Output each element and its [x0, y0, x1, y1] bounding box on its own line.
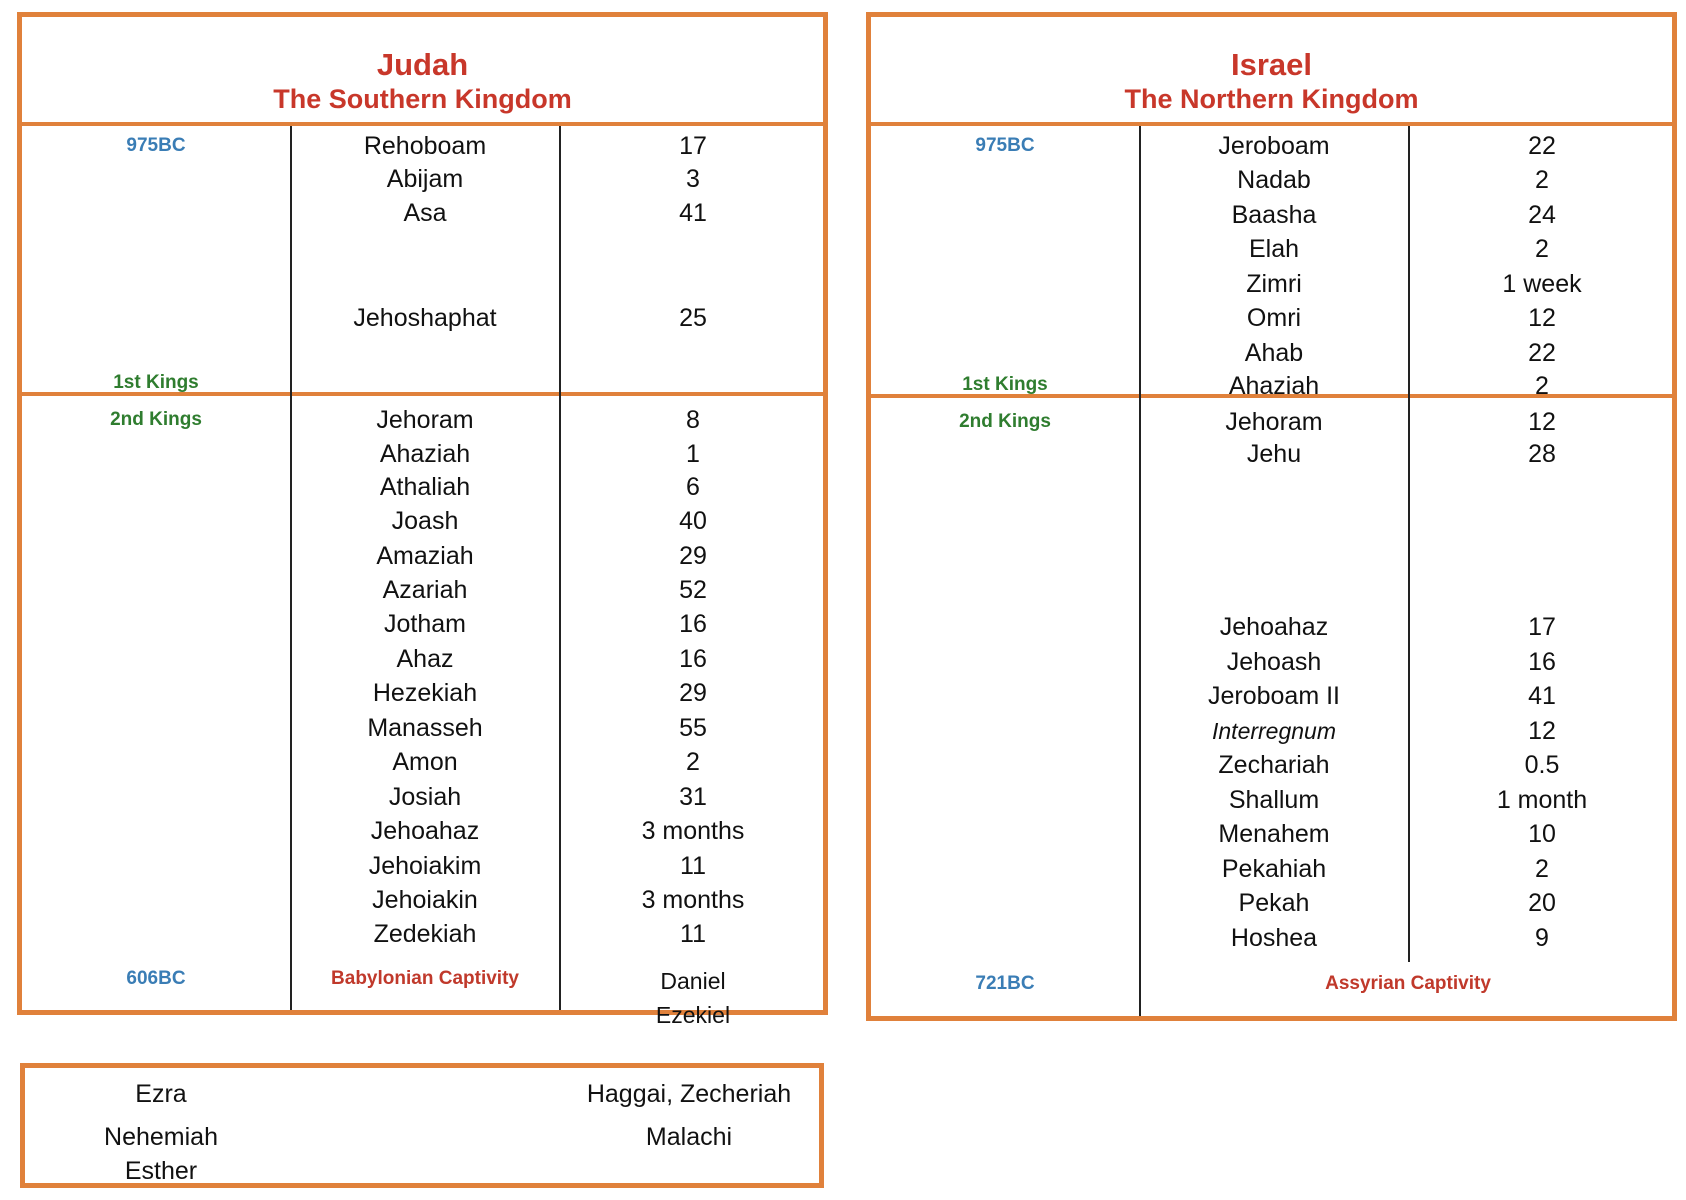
- israel-king-name: Jehoahaz: [1219, 613, 1329, 641]
- judah-king-name: Jehoahaz: [370, 817, 480, 845]
- israel-king-years: 12: [1528, 304, 1556, 332]
- israel-king-years: 12: [1528, 408, 1556, 436]
- israel-king-name: Elah: [1248, 235, 1300, 263]
- judah-king-years: 2: [686, 748, 700, 776]
- israel-king-years: 0.5: [1524, 751, 1560, 779]
- israel-king-name: Menahem: [1218, 820, 1330, 848]
- judah-1st-kings-label: 1st Kings: [113, 372, 199, 393]
- judah-king-years: 3 months: [641, 886, 745, 914]
- israel-king-name: Baasha: [1231, 201, 1317, 229]
- israel-king-name: Jehoash: [1226, 648, 1322, 676]
- post-exile-book: Nehemiah: [104, 1123, 218, 1151]
- post-exile-book: Malachi: [645, 1123, 733, 1151]
- israel-king-years: 24: [1528, 201, 1556, 229]
- israel-captivity-label: Assyrian Captivity: [1321, 972, 1495, 996]
- israel-king-years: 2: [1535, 235, 1549, 263]
- judah-king-years: 29: [679, 542, 707, 570]
- judah-king-years: 11: [680, 852, 706, 880]
- israel-king-years: 20: [1528, 889, 1556, 917]
- judah-king-years: 29: [679, 679, 707, 707]
- israel-1st-kings-label: 1st Kings: [962, 374, 1048, 395]
- judah-king-years: 25: [679, 304, 707, 332]
- israel-king-name: Nadab: [1237, 166, 1311, 194]
- israel-king-name: Zechariah: [1218, 751, 1330, 779]
- israel-2nd-kings-label: 2nd Kings: [959, 411, 1051, 432]
- judah-year-end: 606BC: [126, 968, 186, 989]
- judah-king-name: Manasseh: [367, 714, 483, 742]
- post-exile-book: Esther: [124, 1157, 198, 1185]
- judah-king-name: Rehoboam: [363, 132, 487, 160]
- judah-king-years: 16: [679, 645, 707, 673]
- israel-king-name: Zimri: [1246, 270, 1302, 298]
- israel-king-name: Jeroboam: [1218, 132, 1330, 160]
- israel-title: Israel: [1230, 47, 1312, 82]
- israel-king-years: 1 week: [1502, 270, 1582, 298]
- judah-king-name: Ahaziah: [379, 440, 471, 468]
- judah-king-name: Zedekiah: [373, 920, 477, 948]
- judah-king-name: Amon: [392, 748, 458, 776]
- judah-king-years: 6: [686, 473, 700, 501]
- judah-king-name: Athaliah: [379, 473, 471, 501]
- israel-king-name: Hoshea: [1230, 924, 1318, 952]
- judah-king-years: 16: [679, 610, 707, 638]
- judah-king-years: 52: [679, 576, 707, 604]
- israel-king-name: Ahab: [1244, 339, 1304, 367]
- israel-king-years: 10: [1528, 820, 1556, 848]
- judah-king-years: 17: [679, 132, 707, 160]
- israel-header: [871, 17, 1672, 126]
- israel-king-years: 1 month: [1496, 786, 1588, 814]
- judah-king-years: 31: [679, 783, 707, 811]
- israel-king-name: Pekah: [1238, 889, 1310, 917]
- judah-king-name: Joash: [391, 507, 459, 535]
- judah-king-years: 41: [679, 199, 707, 227]
- judah-prophet: Daniel: [660, 968, 726, 994]
- israel-subtitle: The Northern Kingdom: [1124, 84, 1419, 114]
- judah-king-years: 11: [680, 920, 706, 948]
- israel-king-years: 2: [1535, 855, 1549, 883]
- israel-king-years: 9: [1535, 924, 1549, 952]
- judah-captivity-label: Babylonian Captivity: [331, 968, 519, 989]
- israel-king-name: Ahaziah: [1228, 372, 1320, 400]
- judah-column-divider-1: [290, 126, 292, 1010]
- israel-king-name: Pekahiah: [1221, 855, 1327, 883]
- israel-king-years: 41: [1528, 682, 1556, 710]
- judah-king-years: 3: [686, 165, 700, 193]
- judah-king-name: Jehoram: [376, 406, 474, 434]
- judah-king-name: Abijam: [386, 165, 464, 193]
- judah-king-years: 8: [686, 406, 700, 434]
- israel-king-years: 17: [1528, 613, 1556, 641]
- judah-king-name: Jehoshaphat: [353, 304, 497, 332]
- judah-panel: [17, 12, 828, 1028]
- judah-king-years: 40: [679, 507, 707, 535]
- judah-title: Judah: [376, 47, 469, 82]
- judah-year-start: 975BC: [126, 135, 186, 156]
- judah-column-divider-2: [559, 126, 561, 1010]
- israel-king-years: 2: [1535, 166, 1549, 194]
- judah-king-name: Jehoiakim: [368, 852, 482, 880]
- judah-king-years: 3 months: [641, 817, 745, 845]
- judah-header: [22, 17, 823, 126]
- judah-2nd-kings-label: 2nd Kings: [110, 409, 202, 430]
- israel-king-name: Shallum: [1228, 786, 1320, 814]
- post-exile-book: Haggai, Zecheriah: [586, 1080, 792, 1108]
- judah-king-name: Josiah: [388, 783, 462, 811]
- post-exile-panel: [20, 1063, 824, 1188]
- judah-subtitle: The Southern Kingdom: [273, 84, 572, 114]
- israel-king-name: Jeroboam II: [1207, 682, 1341, 710]
- israel-king-name: Jehu: [1246, 440, 1302, 468]
- judah-prophet: Ezekiel: [655, 1002, 731, 1028]
- israel-king-years: 16: [1528, 648, 1556, 676]
- israel-king-years: 12: [1528, 717, 1556, 745]
- israel-panel: [866, 12, 1677, 1021]
- judah-king-name: Jotham: [384, 610, 466, 638]
- judah-king-years: 1: [686, 440, 700, 468]
- judah-king-name: Hezekiah: [372, 679, 478, 707]
- israel-king-name: Omri: [1246, 304, 1302, 332]
- israel-king-years: 22: [1528, 339, 1556, 367]
- judah-king-years: 55: [679, 714, 707, 742]
- israel-king-years: 28: [1528, 440, 1556, 468]
- israel-column-divider-1: [1139, 126, 1141, 1016]
- judah-king-name: Jehoiakin: [372, 886, 478, 914]
- judah-king-name: Asa: [403, 199, 447, 227]
- israel-king-name: Interregnum: [1211, 718, 1337, 744]
- judah-king-name: Ahaz: [396, 645, 454, 673]
- post-exile-book: Ezra: [135, 1080, 187, 1108]
- israel-year-end: 721BC: [975, 973, 1035, 994]
- israel-king-years: 2: [1535, 372, 1549, 400]
- judah-king-name: Amaziah: [376, 542, 474, 570]
- israel-column-divider-2: [1408, 126, 1410, 962]
- israel-king-name: Jehoram: [1225, 408, 1323, 436]
- israel-king-years: 22: [1528, 132, 1556, 160]
- judah-king-name: Azariah: [382, 576, 468, 604]
- israel-year-start: 975BC: [975, 135, 1035, 156]
